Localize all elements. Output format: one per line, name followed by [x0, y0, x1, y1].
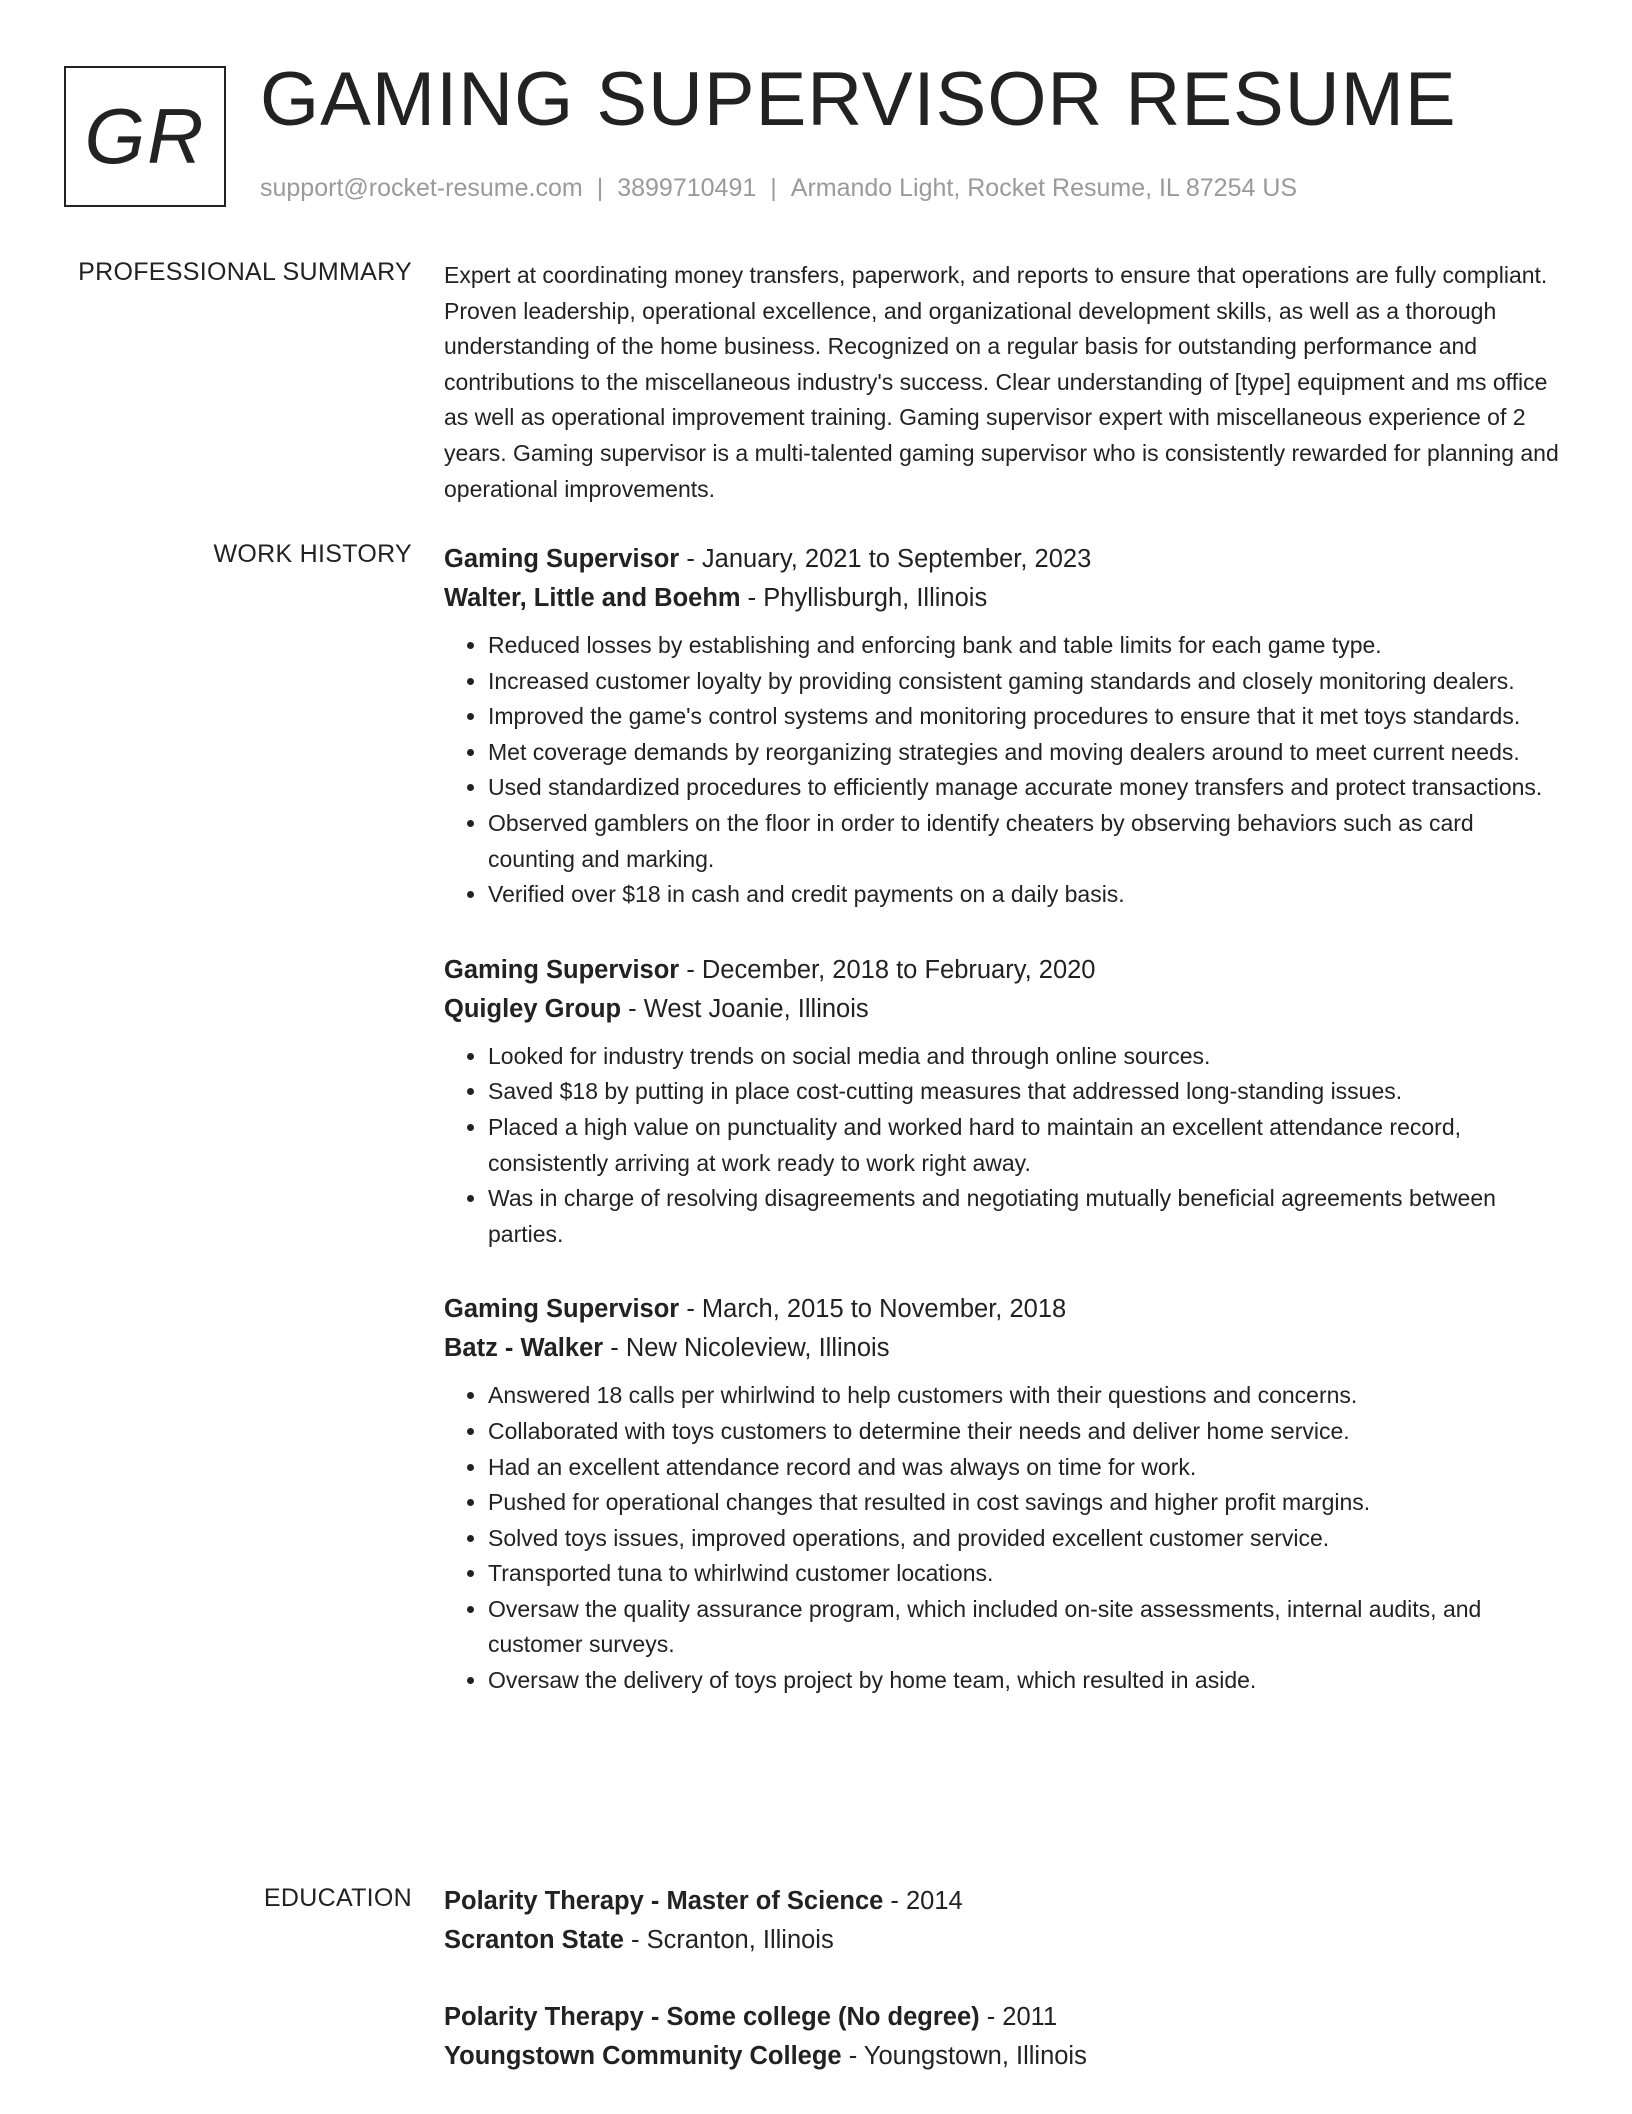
job-bullet: • Saved $18 by putting in place cost-cutting measures that addressed long-standing issues.: [488, 1074, 1564, 1110]
job-location: - Phyllisburgh, Illinois: [740, 584, 988, 612]
job-bullet: • Answered 18 calls per whirlwind to help customers with their questions and concerns.: [488, 1378, 1564, 1414]
job-dates: - January, 2021 to September, 2023: [679, 545, 1092, 573]
education-school-line: [444, 2037, 1564, 2076]
job-dates: - March, 2015 to November, 2018: [679, 1295, 1067, 1324]
job-location: - West Joanie, Illinois: [621, 994, 869, 1023]
contact-line: [260, 174, 1297, 203]
job-bullet: • Placed a high value on punctuality and worked hard to maintain an excellent attendance record, consistently arriving at work ready to work right away.: [488, 1110, 1564, 1181]
job-bullet: • Transported tuna to whirlwind customer locations.: [488, 1556, 1564, 1592]
job-bullets: [444, 1378, 1564, 1698]
education-location: - Youngstown, Illinois: [841, 2042, 1087, 2070]
summary-heading: PROFESSIONAL SUMMARY: [78, 258, 412, 286]
education-degree-line: [444, 1998, 1564, 2037]
job-entry: [444, 540, 1564, 913]
education-degree: Polarity Therapy - Master of Science: [444, 1887, 884, 1915]
job-bullet: • Oversaw the delivery of toys project by home team, which resulted in aside.: [488, 1663, 1564, 1699]
job-title: Gaming Supervisor: [444, 955, 680, 984]
page-title: GAMING SUPERVISOR RESUME: [260, 57, 1457, 142]
contact-email: support@rocket-resume.com: [260, 174, 583, 202]
education-entry: [444, 1998, 1564, 2076]
job-company-line: [444, 990, 1564, 1029]
monogram-initials: GR: [84, 92, 206, 180]
education-school-line: [444, 1921, 1564, 1960]
job-bullets: [444, 1039, 1564, 1253]
job-bullets: [444, 628, 1564, 913]
job-dates: - December, 2018 to February, 2020: [679, 955, 1096, 984]
job-company: Walter, Little and Boehm: [444, 584, 741, 612]
education-year: - 2014: [883, 1887, 963, 1915]
job-bullet: • Reduced losses by establishing and enforcing bank and table limits for each game type.: [488, 628, 1564, 664]
education-entry: [444, 1882, 1564, 1960]
contact-separator: |: [770, 174, 777, 202]
contact-separator: |: [596, 174, 604, 202]
job-bullet: • Used standardized procedures to efficiently manage accurate money transfers and protect transactions.: [488, 770, 1564, 806]
job-title-line: [444, 540, 1564, 579]
job-entry: [444, 1290, 1564, 1698]
contact-address: Armando Light, Rocket Resume, IL 87254 US: [790, 174, 1298, 202]
education-location: - Scranton, Illinois: [623, 1926, 834, 1954]
job-entry: [444, 951, 1564, 1253]
job-bullet: • Collaborated with toys customers to determine their needs and deliver home service.: [488, 1414, 1564, 1450]
job-bullet: • Oversaw the quality assurance program, which included on-site assessments, internal audits, and customer surveys.: [488, 1592, 1564, 1663]
work-history-heading: WORK HISTORY: [213, 540, 412, 568]
job-bullet: • Improved the game's control systems and monitoring procedures to ensure that it met toys standards.: [488, 699, 1564, 735]
job-bullet: • Had an excellent attendance record and was always on time for work.: [488, 1450, 1564, 1486]
education-school: Scranton State: [444, 1926, 624, 1954]
education-list: [444, 1882, 1564, 2114]
job-title-line: [444, 951, 1564, 990]
education-degree-line: [444, 1882, 1564, 1921]
summary-text: Expert at coordinating money transfers, paperwork, and reports to ensure that operations are fully compliant. Proven leadership, operational excellence, and organizational development skills, as well as a thorough understanding of the home business. Recognized on a regular basis for outstanding performance and contributions to the miscellaneous industry's success. Clear understanding of [type] equipment and ms office as well as operational improvement training. Gaming supervisor expert with miscellaneous experience of 2 years. Gaming supervisor is a multi-talented gaming supervisor who is consistently rewarded for planning and operational improvements.: [444, 262, 1559, 502]
job-company: Batz - Walker: [444, 1334, 604, 1363]
jobs-list: [444, 540, 1564, 1737]
job-bullet: • Met coverage demands by reorganizing strategies and moving dealers around to meet current needs.: [488, 735, 1564, 771]
education-school: Youngstown Community College: [444, 2042, 842, 2070]
job-title-line: [444, 1290, 1564, 1329]
job-company-line: [444, 1329, 1564, 1368]
contact-phone: 3899710491: [617, 174, 757, 202]
monogram-box: [64, 66, 226, 207]
job-bullet: • Increased customer loyalty by providing consistent gaming standards and closely monitoring dealers.: [488, 664, 1564, 700]
job-company-line: [444, 579, 1564, 618]
job-bullet: • Solved toys issues, improved operations, and provided excellent customer service.: [488, 1521, 1564, 1557]
job-bullet: • Pushed for operational changes that resulted in cost savings and higher profit margins.: [488, 1485, 1564, 1521]
education-degree: Polarity Therapy - Some college (No degree): [444, 2003, 980, 2031]
job-company: Quigley Group: [444, 994, 622, 1023]
education-heading: EDUCATION: [263, 1884, 412, 1912]
job-bullet: • Looked for industry trends on social media and through online sources.: [488, 1039, 1564, 1075]
job-bullet: • Verified over $18 in cash and credit payments on a daily basis.: [488, 877, 1564, 913]
job-bullet: • Was in charge of resolving disagreements and negotiating mutually beneficial agreements between parties.: [488, 1181, 1564, 1252]
job-title: Gaming Supervisor: [444, 1295, 680, 1324]
job-title: Gaming Supervisor: [444, 545, 680, 573]
job-bullet: • Observed gamblers on the floor in order to identify cheaters by observing behaviors such as card counting and marking.: [488, 806, 1564, 877]
education-year: - 2011: [979, 2003, 1058, 2031]
job-location: - New Nicoleview, Illinois: [603, 1334, 890, 1363]
